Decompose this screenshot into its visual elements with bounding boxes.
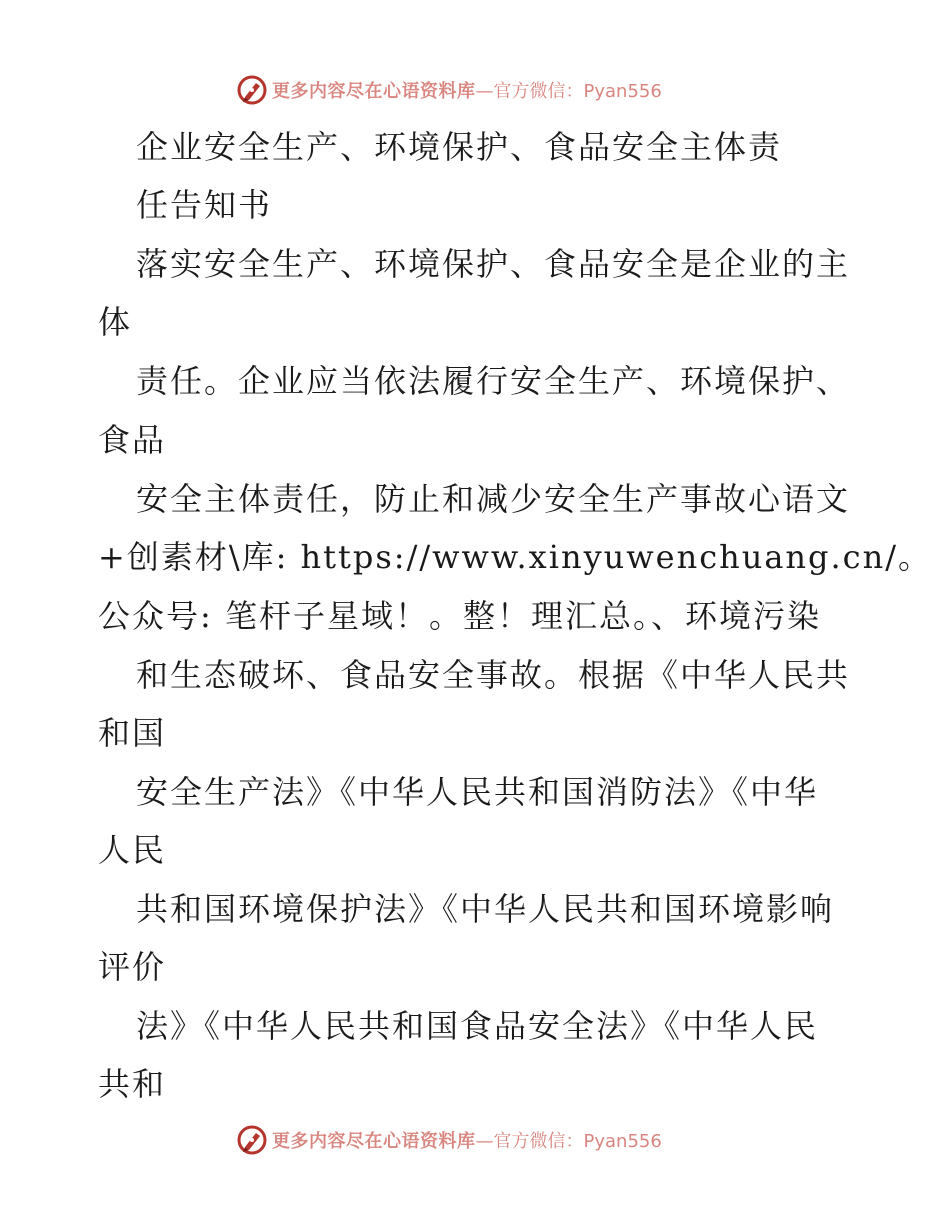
header-banner <box>236 73 662 107</box>
text-line: 人民 <box>98 831 167 869</box>
text-line: 落实安全生产、环境保护、食品安全是企业的主 <box>136 245 851 283</box>
text-line: 安全生产法》《中华人民共和国消防法》《中华 <box>136 773 819 811</box>
document-title-line-1: 企业安全生产、环境保护、食品安全主体责 <box>136 128 783 166</box>
text-line: 和生态破坏、食品安全事故。根据《中华人民共 <box>136 656 851 694</box>
text-line: 食品 <box>98 421 167 459</box>
text-line: 责任。企业应当依法履行安全生产、环境保护、 <box>136 362 851 400</box>
footer-contact-text: —官方微信：Pyan556 <box>475 1131 662 1152</box>
text-line: 体 <box>98 303 133 341</box>
header-brand-text: 更多内容尽在心语资料库 <box>272 81 476 102</box>
text-line: 共和 <box>98 1065 167 1103</box>
pen-logo-icon <box>236 74 268 106</box>
pen-logo-icon <box>236 1124 268 1156</box>
document-title-line-2: 任告知书 <box>136 186 273 224</box>
footer-banner <box>236 1123 662 1157</box>
text-line: 安全主体责任，防止和减少安全生产事故心语文 <box>136 480 851 518</box>
footer-brand-text: 更多内容尽在心语资料库 <box>272 1131 476 1152</box>
text-line: 法》《中华人民共和国食品安全法》《中华人民 <box>136 1007 819 1045</box>
text-line: 评价 <box>98 948 167 986</box>
text-line: 公众号: 笔杆子星域！。整！理汇总。、环境污染 <box>98 597 821 635</box>
text-line: 共和国环境保护法》《中华人民共和国环境影响 <box>136 890 835 928</box>
text-line: 和国 <box>98 714 167 752</box>
text-line-with-url: +创素材\库: https://www.xinyuwenchuang.cn/。 <box>98 538 932 576</box>
header-contact-text: —官方微信：Pyan556 <box>475 81 662 102</box>
